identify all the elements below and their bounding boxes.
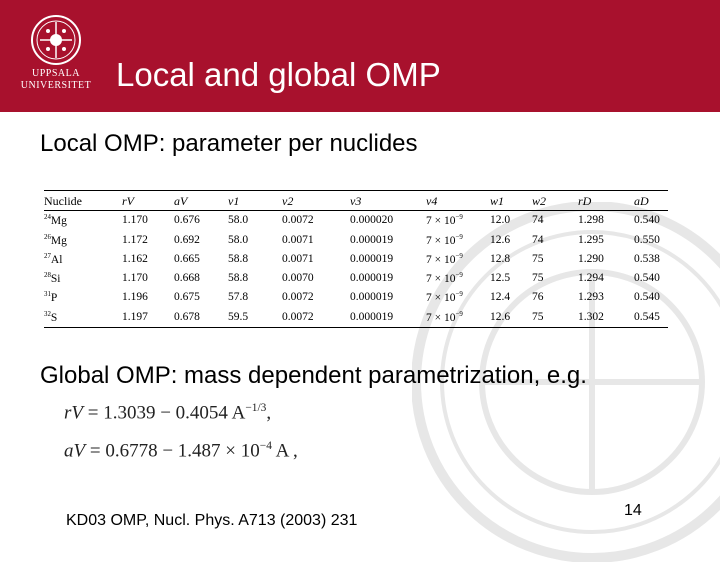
col-header-av: aV	[174, 194, 188, 208]
table-cell	[426, 272, 463, 285]
cell-value: 12.6	[490, 310, 511, 323]
cell-value: 75	[532, 310, 544, 323]
col-header-rv: rV	[122, 194, 134, 208]
nuclide-symbol: Mg	[50, 215, 67, 228]
table-cell	[490, 272, 510, 284]
reference-citation: KD03 OMP, Nucl. Phys. A713 (2003) 231	[66, 512, 358, 529]
cell-value: 0.665	[174, 252, 200, 265]
cell-value: 75	[532, 272, 544, 285]
table-cell	[532, 291, 544, 303]
logo-text-uppsala: UPPSALA	[32, 68, 80, 79]
cell-value: 7 × 10	[426, 253, 456, 266]
eq2-exponent: −4	[259, 440, 272, 452]
page-number: 14	[624, 502, 642, 519]
table-cell	[532, 311, 544, 323]
cell-value: 0.000020	[350, 214, 394, 227]
table-cell	[228, 311, 248, 323]
table-cell	[578, 272, 604, 284]
table-cell	[490, 311, 510, 323]
cell-value: 0.676	[174, 214, 200, 227]
nuclide-cell	[44, 291, 57, 304]
table-row	[44, 231, 668, 250]
cell-value: 58.8	[228, 252, 249, 265]
nuclide-symbol: P	[50, 292, 58, 305]
table-cell	[578, 214, 604, 226]
col-header-ad: aD	[634, 194, 649, 208]
cell-value: 0.000019	[350, 233, 394, 246]
table-cell	[282, 311, 314, 323]
table-cell	[228, 291, 248, 303]
eq2-lhs: aV	[64, 440, 86, 462]
v4-exponent: −9	[455, 214, 463, 222]
cell-value: 0.0072	[282, 214, 314, 227]
eq1-lhs: rV	[64, 402, 83, 424]
cell-value: 0.540	[634, 272, 660, 285]
table-header-row	[44, 191, 668, 210]
table-cell	[426, 214, 463, 227]
cell-value: 0.000019	[350, 291, 394, 304]
col-header-v4: v4	[426, 194, 438, 208]
nuclide-cell	[44, 214, 67, 227]
cell-value: 7 × 10	[426, 234, 456, 247]
table-cell	[282, 214, 314, 226]
table-cell	[350, 291, 393, 303]
cell-value: 0.0072	[282, 310, 314, 323]
cell-value: 0.692	[174, 233, 200, 246]
cell-value: 0.540	[634, 291, 660, 304]
table-cell	[532, 214, 544, 226]
cell-value: 0.668	[174, 272, 200, 285]
table-cell	[282, 234, 314, 246]
eq1-tail: ,	[266, 402, 272, 424]
cell-value: 76	[532, 291, 544, 304]
nuclide-cell	[44, 272, 60, 285]
table-bottom-rule	[44, 327, 668, 328]
nuclide-cell	[44, 253, 62, 266]
cell-value: 1.170	[122, 272, 148, 285]
cell-value: 1.298	[578, 214, 604, 227]
eq2-rhs: = 0.6778 − 1.487 × 10	[85, 440, 260, 462]
cell-value: 1.170	[122, 214, 148, 227]
nuclide-symbol: Mg	[50, 234, 67, 247]
cell-value: 57.8	[228, 291, 249, 304]
cell-value: 0.550	[634, 233, 660, 246]
cell-value: 12.8	[490, 252, 511, 265]
nuclide-cell	[44, 234, 67, 247]
table-cell	[122, 253, 148, 265]
cell-value: 12.0	[490, 214, 511, 227]
table-cell	[634, 311, 660, 323]
table-cell	[122, 311, 148, 323]
table-body	[44, 211, 668, 328]
col-header-rd: rD	[578, 194, 592, 208]
table-cell	[350, 311, 393, 323]
cell-value: 1.162	[122, 252, 148, 265]
cell-value: 1.294	[578, 272, 604, 285]
col-header-v1: v1	[228, 194, 240, 208]
table-cell	[228, 234, 248, 246]
nuclide-symbol: Al	[50, 253, 63, 266]
parameter-table	[44, 190, 668, 328]
table-cell	[174, 272, 200, 284]
cell-value: 7 × 10	[426, 215, 456, 228]
table-cell	[122, 214, 148, 226]
table-cell	[228, 272, 248, 284]
table-cell	[174, 311, 200, 323]
cell-value: 1.302	[578, 310, 604, 323]
nuclide-mass-number: 26	[44, 233, 51, 241]
table-cell	[282, 253, 314, 265]
table-cell	[578, 234, 604, 246]
table-cell	[122, 291, 148, 303]
eq1-exponent: −1/3	[245, 402, 267, 414]
table-cell	[634, 272, 660, 284]
table-cell	[350, 272, 393, 284]
table-row	[44, 288, 668, 307]
cell-value: 0.0072	[282, 291, 314, 304]
table-cell	[426, 291, 463, 304]
nuclide-symbol: S	[50, 311, 58, 324]
table-cell	[426, 253, 463, 266]
v4-exponent: −9	[455, 291, 463, 299]
cell-value: 0.0071	[282, 252, 314, 265]
nuclide-mass-number: 31	[44, 291, 51, 299]
table-cell	[174, 253, 200, 265]
col-header-v3: v3	[350, 194, 362, 208]
logo-text-universitet: UNIVERSITET	[20, 80, 92, 91]
cell-value: 74	[532, 214, 544, 227]
eq2-tail: A ,	[271, 440, 298, 462]
cell-value: 58.0	[228, 233, 249, 246]
col-header-w2: w2	[532, 194, 547, 208]
cell-value: 1.196	[122, 291, 148, 304]
cell-value: 0.678	[174, 310, 200, 323]
cell-value: 0.0070	[282, 272, 314, 285]
cell-value: 7 × 10	[426, 273, 456, 286]
col-header-v2: v2	[282, 194, 294, 208]
table-cell	[490, 253, 510, 265]
equation-rv	[64, 402, 271, 424]
cell-value: 0.000019	[350, 252, 394, 265]
cell-value: 12.4	[490, 291, 511, 304]
slide-title: Local and global OMP	[116, 56, 441, 93]
nuclide-mass-number: 24	[44, 214, 51, 222]
v4-exponent: −9	[455, 233, 463, 241]
table-cell	[350, 253, 393, 265]
table-cell	[122, 272, 148, 284]
table-cell	[578, 253, 604, 265]
table-cell	[282, 272, 314, 284]
table-cell	[174, 214, 200, 226]
eq1-rhs: = 1.3039 − 0.4054 A	[83, 402, 246, 424]
cell-value: 74	[532, 233, 544, 246]
cell-value: 1.293	[578, 291, 604, 304]
table-cell	[228, 214, 248, 226]
col-header-w1: w1	[490, 194, 505, 208]
cell-value: 58.8	[228, 272, 249, 285]
table-row	[44, 211, 668, 230]
cell-value: 0.538	[634, 252, 660, 265]
table-row	[44, 269, 668, 288]
table-cell	[578, 291, 604, 303]
v4-exponent: −9	[455, 272, 463, 280]
equation-av	[64, 440, 298, 462]
table-cell	[490, 214, 510, 226]
cell-value: 7 × 10	[426, 311, 456, 324]
table-cell	[532, 234, 544, 246]
cell-value: 59.5	[228, 310, 249, 323]
cell-value: 1.295	[578, 233, 604, 246]
nuclide-cell	[44, 311, 57, 324]
cell-value: 1.197	[122, 310, 148, 323]
cell-value: 75	[532, 252, 544, 265]
table-cell	[532, 272, 544, 284]
table-cell	[490, 291, 510, 303]
table-cell	[122, 234, 148, 246]
table-cell	[634, 234, 660, 246]
table-cell	[350, 214, 393, 226]
cell-value: 12.5	[490, 272, 511, 285]
cell-value: 0.0071	[282, 233, 314, 246]
cell-value: 12.6	[490, 233, 511, 246]
table-cell	[634, 214, 660, 226]
cell-value: 0.000019	[350, 310, 394, 323]
v4-exponent: −9	[455, 310, 463, 318]
table-cell	[282, 291, 314, 303]
table-row	[44, 250, 668, 269]
table-row	[44, 308, 668, 327]
nuclide-mass-number: 28	[44, 272, 51, 280]
title-bar	[0, 0, 720, 112]
cell-value: 58.0	[228, 214, 249, 227]
cell-value: 1.172	[122, 233, 148, 246]
nuclide-symbol: Si	[50, 273, 61, 286]
nuclide-mass-number: 32	[44, 310, 51, 318]
cell-value: 0.000019	[350, 272, 394, 285]
table-cell	[634, 253, 660, 265]
cell-value: 0.675	[174, 291, 200, 304]
col-header-nuclide: Nuclide	[44, 194, 82, 208]
table-cell	[532, 253, 544, 265]
table-cell	[426, 234, 463, 247]
table-cell	[578, 311, 604, 323]
cell-value: 7 × 10	[426, 292, 456, 305]
v4-exponent: −9	[455, 252, 463, 260]
cell-value: 1.290	[578, 252, 604, 265]
cell-value: 0.545	[634, 310, 660, 323]
table-cell	[228, 253, 248, 265]
nuclide-mass-number: 27	[44, 252, 51, 260]
local-omp-heading: Local OMP: parameter per nuclides	[40, 130, 418, 157]
table-cell	[174, 234, 200, 246]
table-cell	[174, 291, 200, 303]
cell-value: 0.540	[634, 214, 660, 227]
global-omp-heading: Global OMP: mass dependent parametrization, e.g.	[40, 362, 587, 389]
table-cell	[634, 291, 660, 303]
table-cell	[426, 311, 463, 324]
table-cell	[350, 234, 393, 246]
table-cell	[490, 234, 510, 246]
